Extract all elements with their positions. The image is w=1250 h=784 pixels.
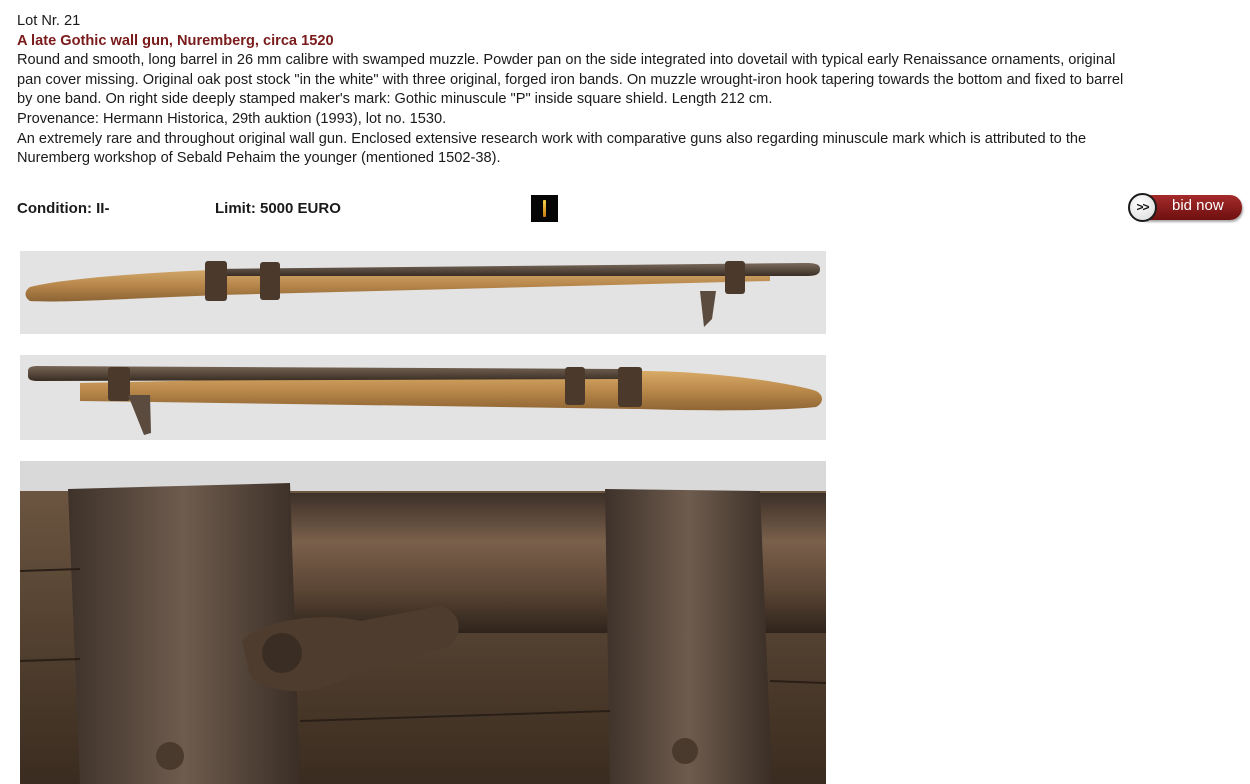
- description-line: Nuremberg workshop of Sebald Pehaim the younger (mentioned 1502-38).: [17, 150, 501, 167]
- lot-meta-row: [17, 199, 1242, 221]
- gun-left-view-image: [20, 251, 826, 334]
- gun-right-view-image: [20, 355, 826, 440]
- bid-button-label: bid now: [1172, 197, 1224, 214]
- description-line: by one band. On right side deeply stamped maker's mark: Gothic minuscule "P" inside square shield. Length 212 cm.: [17, 91, 773, 108]
- description-line: Round and smooth, long barrel in 26 mm calibre with swamped muzzle. Powder pan on the side integrated into dovetail with typical early Renaissance ornaments, original: [17, 52, 1116, 69]
- gun-closeup-image: [20, 461, 826, 784]
- gun-photo-left-side[interactable]: [20, 251, 826, 334]
- limit-label: Limit: 5000 EURO: [215, 200, 341, 217]
- provenance-line: Provenance: Hermann Historica, 29th auktion (1993), lot no. 1530.: [17, 110, 447, 127]
- lot-title: A late Gothic wall gun, Nuremberg, circa 1520: [17, 32, 334, 49]
- lot-number: Lot Nr. 21: [17, 13, 81, 29]
- flame-glyph: [543, 200, 546, 217]
- condition-label: Condition: II-: [17, 200, 110, 217]
- gun-photo-right-side[interactable]: [20, 355, 826, 440]
- bid-now-button[interactable]: [1128, 192, 1242, 225]
- lot-text: [17, 12, 1242, 169]
- video-thumbnail-icon[interactable]: [531, 195, 558, 222]
- description-line: An extremely rare and throughout original wall gun. Enclosed extensive research work with comparative guns also regarding minuscule mark which is attributed to the: [17, 130, 1087, 147]
- description-line: pan cover missing. Original oak post stock "in the white" with three original, forged iron bands. On muzzle wrought-iron hook tapering towards the bottom and fixed to barrel: [17, 71, 1124, 88]
- gun-detail-photo[interactable]: [20, 461, 826, 784]
- double-arrow-icon: >>: [1128, 193, 1157, 222]
